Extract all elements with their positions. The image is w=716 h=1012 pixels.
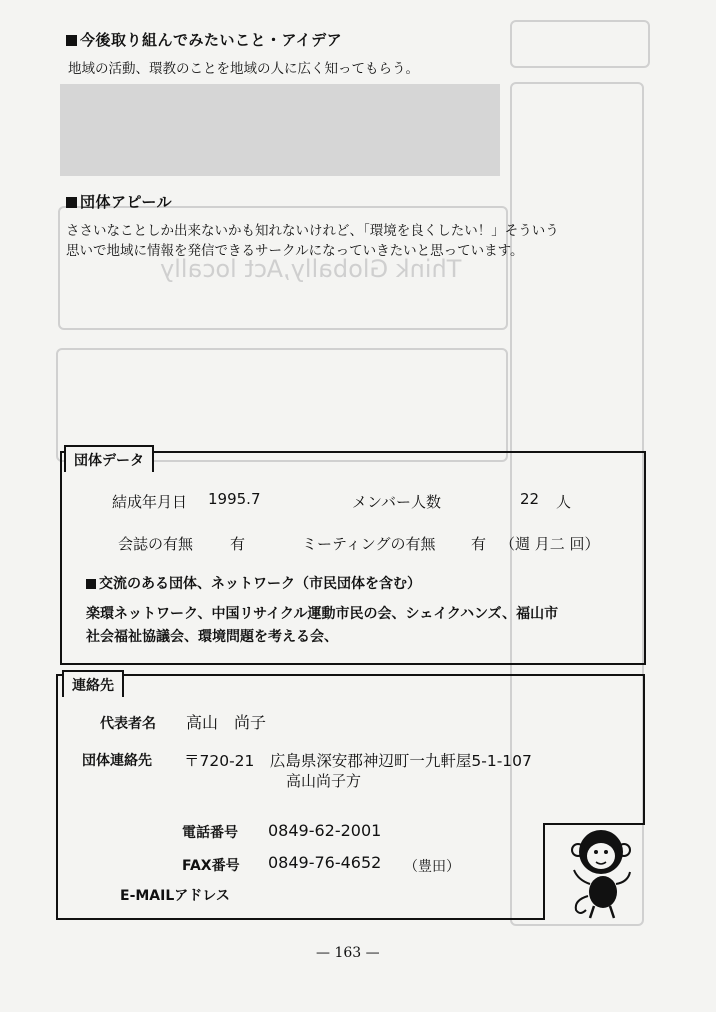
fax-value: 0849-76-4652 — [268, 853, 382, 872]
ideas-heading: 今後取り組んでみたいこと・アイデア — [66, 29, 342, 50]
meeting-frequency: （週 月二 回） — [500, 535, 600, 553]
address-line-2: 高山尚子方 — [286, 772, 362, 790]
founded-value: 1995.7 — [208, 490, 261, 508]
meeting-value: 有 — [471, 535, 487, 553]
address-line-1: 〒720-21 広島県深安郡神辺町一九軒屋5-1-107 — [184, 752, 532, 770]
square-bullet-icon — [66, 35, 77, 46]
network-heading: 交流のある団体、ネットワーク（市民団体を含む） — [86, 573, 421, 593]
showthrough-motto-text: Think Globally,Act locally — [160, 255, 462, 283]
members-value: 22 — [520, 490, 540, 508]
fax-label: FAX番号 — [182, 858, 240, 874]
founded-label: 結成年月日 — [112, 493, 188, 511]
appeal-line-2: 思いで地域に情報を発信できるサークルになっていきたいと思っています。 — [66, 243, 524, 259]
network-line-2: 社会福祉協議会、環境問題を考える会、 — [86, 629, 338, 645]
page-number-value: 163 — [334, 945, 362, 961]
group-data-tab: 団体データ — [64, 445, 154, 472]
meeting-label: ミーティングの有無 — [302, 535, 436, 553]
phone-value: 0849-62-2001 — [268, 821, 382, 840]
fax-note: （豊田） — [404, 859, 460, 875]
showthrough-banner — [60, 84, 500, 176]
email-label: E-MAILアドレス — [120, 888, 230, 904]
network-line-1: 楽環ネットワーク、中国リサイクル運動市民の会、シェイクハンズ、福山市 — [86, 606, 559, 622]
representative-value: 高山 尚子 — [186, 713, 267, 732]
page-number: — 163 — — [316, 945, 380, 961]
ideas-text: 地域の活動、環教のことを地域の人に広く知ってもらう。 — [68, 61, 419, 77]
showthrough-header-box — [510, 20, 650, 68]
bulletin-label: 会誌の有無 — [118, 535, 194, 553]
square-bullet-icon — [66, 197, 77, 208]
phone-label: 電話番号 — [182, 825, 238, 841]
contact-tab: 連絡先 — [62, 670, 124, 697]
bulletin-value: 有 — [230, 535, 246, 553]
members-unit: 人 — [556, 493, 572, 511]
monkey-illustration-icon — [566, 826, 640, 922]
address-label: 団体連絡先 — [82, 753, 152, 769]
appeal-line-1: ささいなことしか出来ないかも知れないけれど、「環境を良くしたい！」そういう — [66, 223, 559, 239]
members-label: メンバー人数 — [352, 493, 441, 511]
appeal-heading: 団体アピール — [66, 191, 172, 212]
representative-label: 代表者名 — [100, 716, 156, 732]
square-bullet-icon — [86, 579, 96, 589]
